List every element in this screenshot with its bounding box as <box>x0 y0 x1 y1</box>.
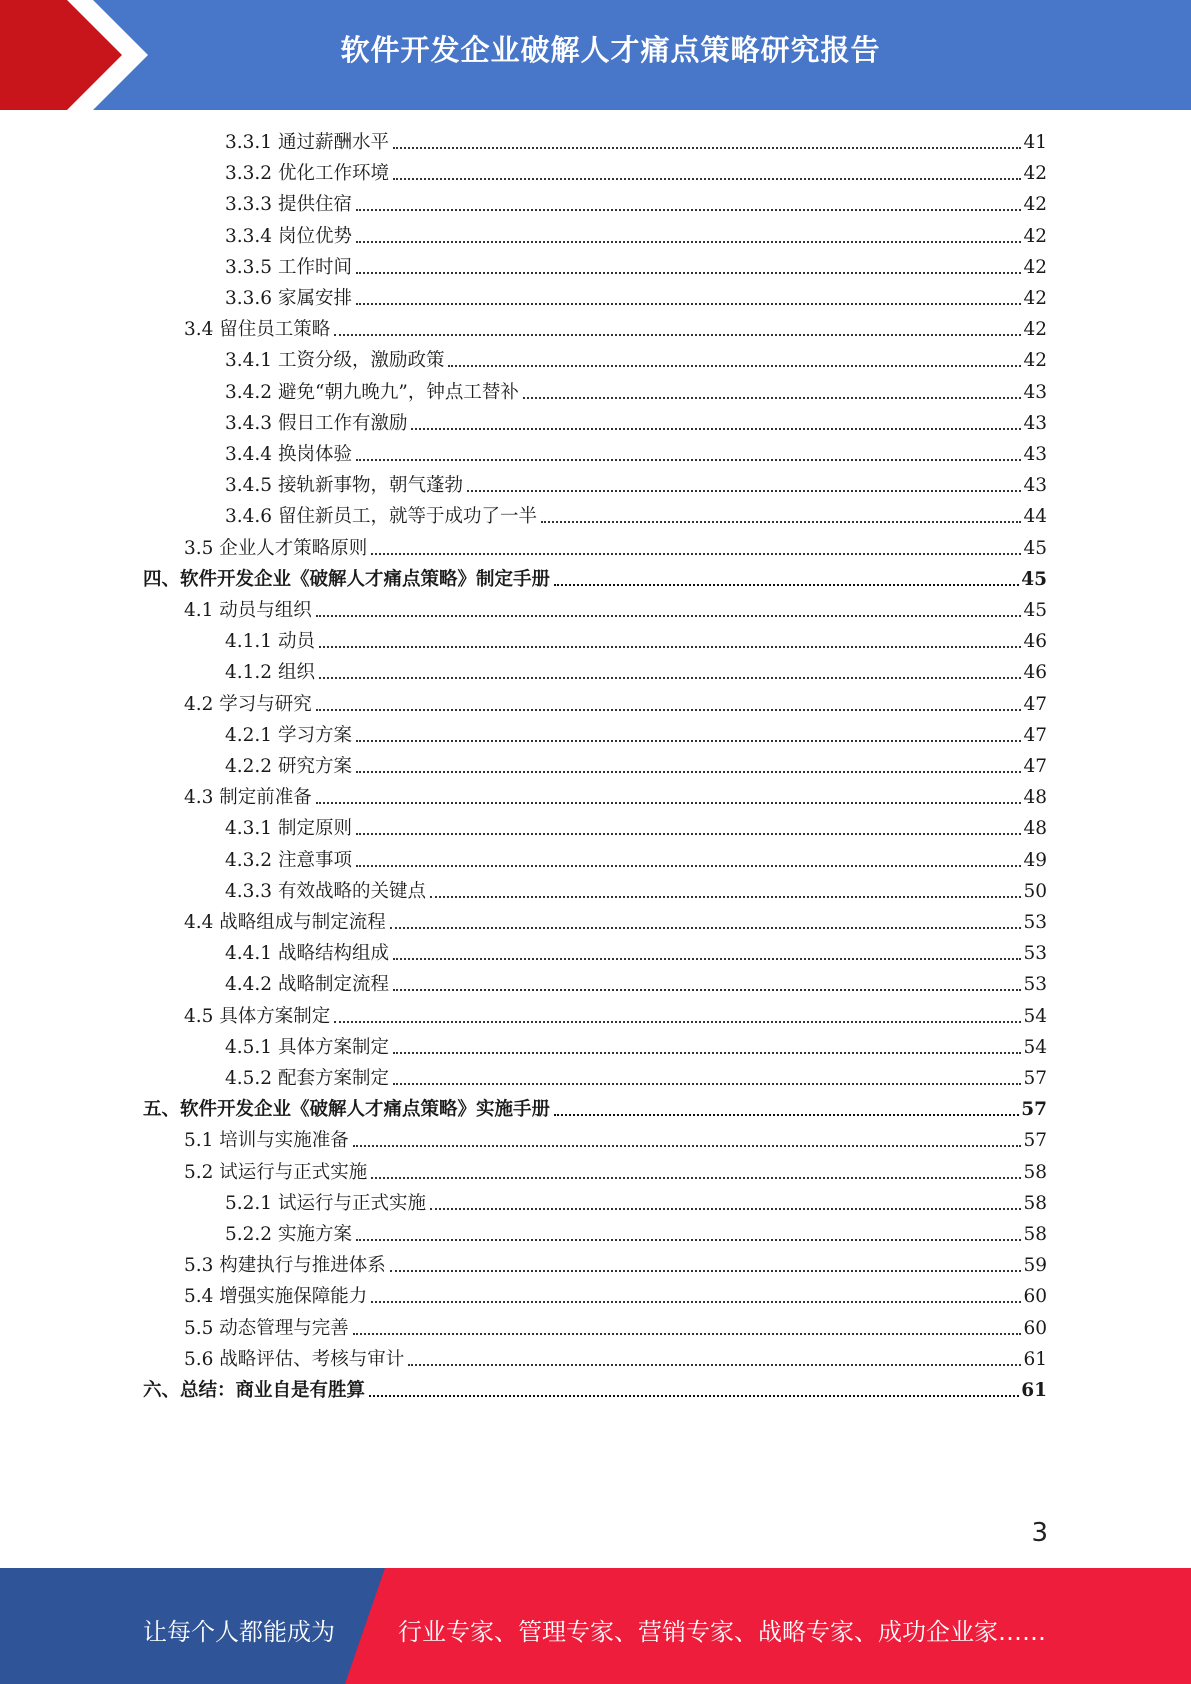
toc-entry-label: 4.2 学习与研究 <box>184 693 312 715</box>
toc-dot-leader <box>371 1301 1021 1303</box>
toc-entry[interactable] <box>225 877 1047 903</box>
toc-entry[interactable] <box>225 222 1047 248</box>
toc-entry[interactable] <box>225 471 1047 497</box>
toc-entry-label: 5.2 试运行与正式实施 <box>184 1161 368 1183</box>
toc-entry-page: 42 <box>1023 194 1047 216</box>
toc-entry-label: 3.3.5 工作时间 <box>225 256 352 278</box>
toc-entry[interactable] <box>225 1033 1047 1059</box>
toc-entry-label: 4.3.3 有效战略的关键点 <box>225 880 426 902</box>
toc-dot-leader <box>390 1270 1022 1272</box>
toc-entry[interactable] <box>225 378 1047 404</box>
toc-dot-leader <box>356 241 1022 243</box>
toc-dot-leader <box>356 771 1022 773</box>
toc-entry[interactable] <box>225 658 1047 684</box>
toc-entry[interactable] <box>225 502 1047 528</box>
toc-dot-leader <box>334 334 1021 336</box>
toc-entry[interactable] <box>225 1064 1047 1090</box>
toc-entry-page: 60 <box>1023 1286 1047 1308</box>
toc-entry-label: 五、软件开发企业《破解人才痛点策略》实施手册 <box>143 1099 551 1121</box>
toc-entry-label: 4.5.2 配套方案制定 <box>225 1068 389 1089</box>
toc-entry[interactable] <box>184 1002 1047 1028</box>
toc-entry-label: 3.4 留住员工策略 <box>184 319 331 341</box>
footer-slogan-left: 让每个人都能成为 <box>143 1618 335 1646</box>
toc-entry-label: 5.6 战略评估、考核与审计 <box>184 1348 405 1370</box>
toc-entry-label: 4.2.1 学习方案 <box>225 724 352 746</box>
toc-dot-leader <box>411 428 1021 430</box>
toc-entry-page: 54 <box>1023 1005 1047 1027</box>
toc-entry-page: 47 <box>1023 756 1047 777</box>
toc-entry[interactable] <box>225 190 1047 216</box>
toc-entry-page: 47 <box>1023 724 1047 746</box>
toc-entry-label: 4.2.2 研究方案 <box>225 756 352 777</box>
toc-entry[interactable] <box>184 783 1047 809</box>
toc-entry[interactable] <box>184 908 1047 934</box>
toc-entry-label: 4.5 具体方案制定 <box>184 1005 331 1027</box>
toc-dot-leader <box>356 459 1022 461</box>
toc-entry-label: 4.4 战略组成与制定流程 <box>184 912 386 933</box>
page-number: 3 <box>1031 1518 1048 1548</box>
toc-entry-page: 42 <box>1023 350 1047 372</box>
toc-dot-leader <box>316 615 1022 617</box>
toc-dot-leader <box>393 958 1021 960</box>
toc-entry-page: 46 <box>1023 631 1047 653</box>
toc-entry-label: 5.2.1 试运行与正式实施 <box>225 1192 426 1214</box>
toc-entry-label: 5.2.2 实施方案 <box>225 1224 352 1245</box>
toc-entry-page: 58 <box>1023 1161 1047 1183</box>
toc-entry[interactable] <box>225 814 1047 840</box>
page-footer <box>0 1568 1191 1684</box>
toc-entry[interactable] <box>184 690 1047 716</box>
toc-entry[interactable] <box>225 939 1047 965</box>
toc-entry[interactable] <box>184 596 1047 622</box>
toc-dot-leader <box>353 1145 1022 1147</box>
toc-dot-leader <box>448 365 1021 367</box>
toc-dot-leader <box>316 709 1022 711</box>
toc-dot-leader <box>554 584 1019 586</box>
toc-entry-label: 5.4 增强实施保障能力 <box>184 1286 368 1308</box>
toc-entry-label: 3.4.3 假日工作有激励 <box>225 412 408 434</box>
toc-entry[interactable] <box>225 1220 1047 1246</box>
toc-entry[interactable] <box>143 1376 1047 1402</box>
toc-entry[interactable] <box>184 1314 1047 1340</box>
toc-entry-page: 47 <box>1023 693 1047 715</box>
toc-entry[interactable] <box>225 752 1047 778</box>
toc-entry-page: 53 <box>1023 912 1047 933</box>
toc-entry-page: 49 <box>1023 849 1047 871</box>
page-header <box>0 0 1191 110</box>
toc-entry-page: 45 <box>1023 600 1047 621</box>
toc-entry-page: 45 <box>1021 568 1047 590</box>
toc-entry-page: 42 <box>1023 319 1047 341</box>
toc-entry[interactable] <box>184 1158 1047 1184</box>
toc-dot-leader <box>371 553 1021 555</box>
toc-entry[interactable] <box>184 1345 1047 1371</box>
toc-entry-label: 四、软件开发企业《破解人才痛点策略》制定手册 <box>143 568 551 590</box>
toc-entry[interactable] <box>143 1095 1047 1121</box>
toc-dot-leader <box>356 740 1022 742</box>
toc-entry-page: 45 <box>1023 537 1047 559</box>
toc-entry-page: 57 <box>1023 1130 1047 1152</box>
report-title: 软件开发企业破解人才痛点策略研究报告 <box>340 33 881 67</box>
toc-entry[interactable] <box>225 159 1047 185</box>
toc-dot-leader <box>334 1021 1021 1023</box>
toc-entry-page: 43 <box>1023 381 1047 403</box>
toc-dot-leader <box>356 303 1022 305</box>
toc-entry[interactable] <box>225 627 1047 653</box>
toc-entry-page: 46 <box>1023 662 1047 684</box>
toc-entry-page: 43 <box>1023 475 1047 497</box>
toc-entry-label: 4.1.1 动员 <box>225 631 315 653</box>
toc-entry-label: 5.5 动态管理与完善 <box>184 1317 349 1339</box>
toc-entry-label: 4.1.2 组织 <box>225 662 315 684</box>
toc-entry-label: 3.4.1 工资分级，激励政策 <box>225 350 445 372</box>
toc-entry[interactable] <box>184 534 1047 560</box>
toc-dot-leader <box>353 1333 1022 1335</box>
toc-entry-page: 43 <box>1023 412 1047 434</box>
toc-dot-leader <box>393 989 1021 991</box>
toc-entry-page: 43 <box>1023 444 1047 465</box>
toc-entry-label: 4.1 动员与组织 <box>184 600 312 621</box>
toc-dot-leader <box>390 927 1022 929</box>
toc-dot-leader <box>393 1083 1021 1085</box>
toc-dot-leader <box>356 272 1022 274</box>
toc-dot-leader <box>319 677 1022 679</box>
toc-entry-page: 57 <box>1021 1099 1047 1121</box>
toc-entry-page: 42 <box>1023 256 1047 278</box>
toc-entry-page: 59 <box>1023 1255 1047 1277</box>
toc-entry-label: 4.4.2 战略制定流程 <box>225 974 389 996</box>
toc-dot-leader <box>541 521 1021 523</box>
toc-entry-label: 5.1 培训与实施准备 <box>184 1130 349 1152</box>
toc-dot-leader <box>316 802 1022 804</box>
toc-entry-label: 3.3.2 优化工作环境 <box>225 163 389 185</box>
toc-entry-label: 3.3.6 家属安排 <box>225 288 352 309</box>
toc-entry-label: 3.4.4 换岗体验 <box>225 444 352 465</box>
toc-dot-leader <box>356 865 1022 867</box>
toc-entry-label: 5.3 构建执行与推进体系 <box>184 1255 386 1277</box>
toc-entry[interactable] <box>225 1189 1047 1215</box>
toc-dot-leader <box>430 896 1021 898</box>
toc-entry-label: 4.3.1 制定原则 <box>225 818 352 840</box>
toc-entry-page: 53 <box>1023 943 1047 965</box>
toc-entry[interactable] <box>225 284 1047 310</box>
toc-entry-label: 4.3 制定前准备 <box>184 787 312 809</box>
toc-entry[interactable] <box>184 1251 1047 1277</box>
toc-dot-leader <box>430 1208 1021 1210</box>
toc-entry-label: 3.5 企业人才策略原则 <box>184 537 368 559</box>
toc-entry-page: 60 <box>1023 1317 1047 1339</box>
toc-entry[interactable] <box>225 346 1047 372</box>
toc-entry-page: 42 <box>1023 225 1047 247</box>
toc-entry-page: 44 <box>1023 506 1047 528</box>
toc-entry[interactable] <box>184 315 1047 341</box>
toc-entry-page: 61 <box>1023 1348 1047 1370</box>
toc-entry[interactable] <box>225 253 1047 279</box>
toc-entry-label: 4.5.1 具体方案制定 <box>225 1036 389 1058</box>
toc-entry[interactable] <box>225 970 1047 996</box>
toc-entry-page: 42 <box>1023 288 1047 309</box>
toc-dot-leader <box>393 178 1021 180</box>
toc-dot-leader <box>408 1364 1021 1366</box>
toc-entry[interactable] <box>225 846 1047 872</box>
toc-dot-leader <box>356 1239 1022 1241</box>
toc-entry[interactable] <box>225 409 1047 435</box>
toc-entry-label: 3.3.4 岗位优势 <box>225 225 352 247</box>
toc-entry-label: 3.3.3 提供住宿 <box>225 194 352 216</box>
toc-entry-label: 4.4.1 战略结构组成 <box>225 943 389 965</box>
toc-entry-label: 3.4.5 接轨新事物，朝气蓬勃 <box>225 475 463 497</box>
toc-entry-page: 58 <box>1023 1192 1047 1214</box>
toc-dot-leader <box>554 1114 1019 1116</box>
toc-entry[interactable] <box>143 565 1047 591</box>
toc-entry-page: 57 <box>1023 1068 1047 1089</box>
toc-entry-page: 41 <box>1023 132 1047 153</box>
toc-dot-leader <box>356 209 1022 211</box>
toc-dot-leader <box>393 1052 1021 1054</box>
toc-entry-label: 3.3.1 通过薪酬水平 <box>225 132 389 153</box>
toc-entry-page: 54 <box>1023 1036 1047 1058</box>
toc-dot-leader <box>319 646 1022 648</box>
toc-dot-leader <box>371 1177 1021 1179</box>
toc-entry[interactable] <box>184 1282 1047 1308</box>
toc-entry-label: 4.3.2 注意事项 <box>225 849 352 871</box>
toc-entry[interactable] <box>184 1126 1047 1152</box>
toc-dot-leader <box>393 147 1021 149</box>
toc-entry-label: 六、总结：商业自是有胜算 <box>143 1380 366 1401</box>
toc-entry[interactable] <box>225 128 1047 154</box>
toc-entry-page: 58 <box>1023 1224 1047 1245</box>
toc-entry-page: 61 <box>1021 1380 1047 1401</box>
toc-entry[interactable] <box>225 440 1047 466</box>
toc-entry[interactable] <box>225 721 1047 747</box>
toc-entry-page: 42 <box>1023 163 1047 185</box>
toc-entry-page: 50 <box>1023 880 1047 902</box>
toc-dot-leader <box>356 833 1022 835</box>
footer-slogan-right: 行业专家、管理专家、营销专家、战略专家、成功企业家…… <box>398 1618 1046 1646</box>
toc-entry-page: 48 <box>1023 787 1047 809</box>
toc-entry-label: 3.4.2 避免“朝九晚九”，钟点工替补 <box>225 381 519 403</box>
toc-dot-leader <box>523 397 1022 399</box>
toc-entry-label: 3.4.6 留住新员工，就等于成功了一半 <box>225 506 537 528</box>
toc-dot-leader <box>369 1395 1019 1397</box>
toc-dot-leader <box>467 490 1021 492</box>
toc-entry-page: 53 <box>1023 974 1047 996</box>
toc-entry-page: 48 <box>1023 818 1047 840</box>
